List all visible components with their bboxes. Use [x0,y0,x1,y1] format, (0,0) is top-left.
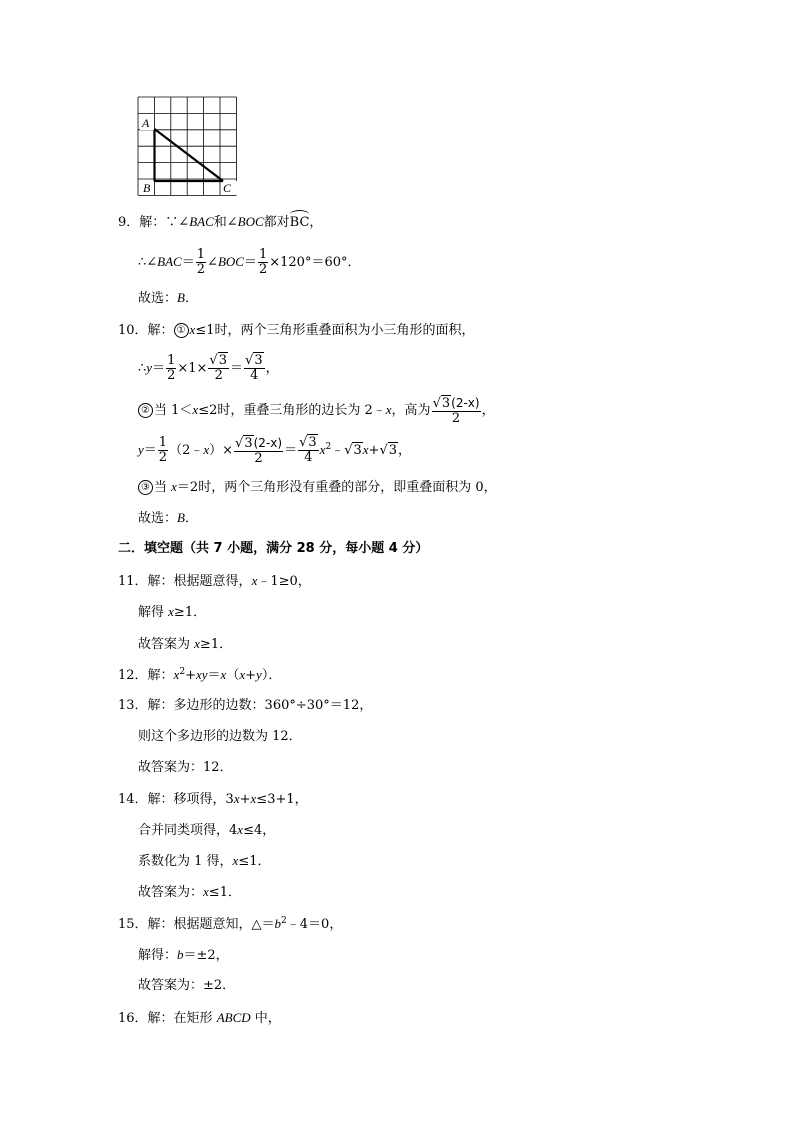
point-label-c: C [223,181,232,195]
point-label-b: B [143,181,151,195]
circled-number-2: ② [138,403,153,418]
q15-line2: 解得：b＝±2， [138,947,229,963]
q16-number: 16．解： [118,1011,174,1026]
q13-line2: 则这个多边形的边数为 12． [138,729,302,744]
q11-number: 11．解： [118,574,174,589]
arc-bc: BC [289,215,310,230]
q13-number: 13．解： [118,698,174,713]
grid-triangle-figure [134,96,240,200]
point-label-a: A [142,116,150,130]
q13-line3: 故答案为：12． [138,760,233,775]
q13-line1: 13．解：多边形的边数：360°÷30°＝12， [118,698,373,713]
q10-line1: 10．解： ① x≤1时，两个三角形重叠面积为小三角形的面积， [118,322,475,338]
q9-line1: 9．解：∵∠BAC和∠BOC都对BC， [118,214,323,230]
q14-number: 14．解： [118,792,174,807]
q15-number: 15．解： [118,917,174,932]
q9-line2: ∴∠BAC＝ $\frac{1}{2}$ ∠BOC＝ $\frac{1}{2}$ ×120°＝60°． [138,247,361,277]
q11-line2: 解得 x≥1． [138,604,207,620]
q12-line1: 12．解：$x^2+xy=x(x+y)$． [118,667,282,683]
q14-line2: 合并同类项得，4x≤4， [138,822,276,838]
q9-number: 9．解： [118,215,166,230]
q16-line1: 16．解：在矩形 ABCD 中， [118,1010,281,1026]
q10-line4: y＝ $\frac{1}{2}$ （2﹣x）× $\frac{√3(2-x)}{2}$ ＝ $\frac{√3}{4}$ $x^2﹣√3x+√3$， [138,435,412,466]
q14-line1: 14．解：移项得，3x+x≤3+1， [118,791,308,807]
q15-line1: 15．解：根据题意知，$\triangle=b^2﹣4=0$， [118,916,343,932]
q10-line5: ③ 当 x＝2时，两个三角形没有重叠的部分，即重叠面积为 0， [138,479,497,496]
q14-line4: 故答案为：x≤1． [138,884,241,900]
q11-line1: 11．解：根据题意得，x﹣1≥0， [118,573,311,589]
section-heading-fill-in: 二．填空题（共 7 小题，满分 28 分，每小题 4 分） [118,541,429,556]
q10-line3: ② 当 1＜x≤2时，重叠三角形的边长为 2﹣x，高为 $\frac{√3(2-x)}{2}$ ， [138,392,495,429]
q9-answer: 故选：B． [138,290,198,306]
q12-number: 12．解： [118,668,174,683]
q10-number: 10．解： [118,323,174,338]
circled-number-3: ③ [138,480,153,495]
q11-line3: 故答案为 x≥1． [138,636,233,652]
fraction-half: $\frac{1}{2}$ [196,247,206,277]
q15-line3: 故答案为：±2． [138,978,236,993]
circled-number-1: ① [174,323,189,338]
q10-answer: 故选：B． [138,510,198,526]
q14-line3: 系数化为 1 得，x≤1． [138,853,271,869]
triangle-side-ac [155,129,224,181]
fraction-half: $\frac{1}{2}$ [258,247,268,277]
q10-line2: ∴y＝ $\frac{1}{2}$ ×1× $\frac{√3}{2}$ ＝ $\frac{√3}{4}$ ， [138,353,279,383]
